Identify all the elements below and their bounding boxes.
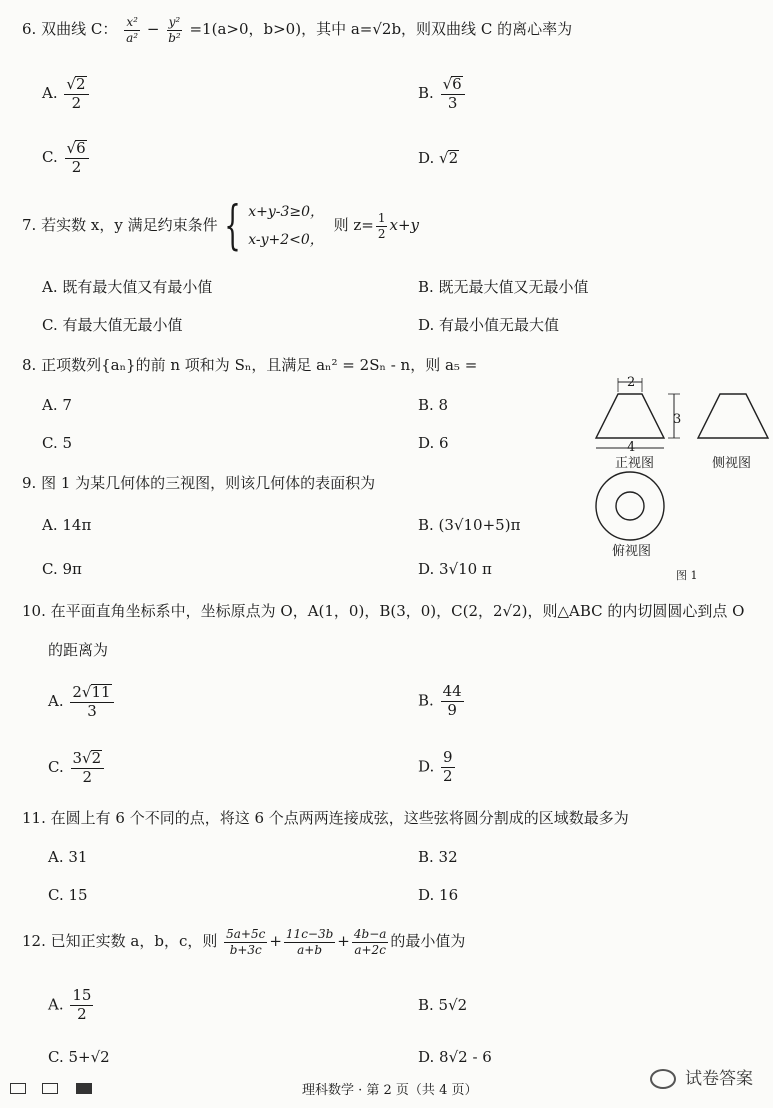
q10-stem-line2: 的距离为 xyxy=(48,641,109,659)
q12-frac-1: $\frac{5a+5c}{b+3c}$ xyxy=(226,927,266,957)
q11-option-c[interactable]: C. 15 xyxy=(48,886,88,904)
q11-option-b[interactable]: B. 32 xyxy=(418,848,458,866)
q8-option-a[interactable]: A. 7 xyxy=(42,396,72,414)
q7-constraints xyxy=(248,205,324,247)
q10-c-label: C. xyxy=(48,757,64,776)
top-view-inner-circle xyxy=(616,492,644,520)
q6-stem: 6. 双曲线 C： $\frac{\text{x²}}{\text{a²}}$ − $\frac{\text{y²}}{\text{b²}}$ =1(a>0，b>0)，其中 a=√2b，则双曲线 C 的离心率为 xyxy=(22,15,573,45)
front-view-trapezoid xyxy=(596,394,664,438)
q12-option-d[interactable]: D. 8√2 - 6 xyxy=(418,1048,492,1066)
q12-number: 12. xyxy=(22,932,46,951)
q10-a-label: A. xyxy=(48,691,64,710)
q11-stem: 11. 在圆上有 6 个不同的点，将这 6 个点两两连接成弦，这些弦将圆分割成的区域数最多为 xyxy=(22,809,629,827)
q12-stem: 12. 已知正实数 a，b，c，则 $\frac{5a+5c}{b+3c}$ + $\frac{11c-3b}{a+b}$ + $\frac{4b-a}{a+2c}$ 的最小值为 xyxy=(22,927,466,957)
q6-d-label: D. xyxy=(418,149,435,167)
q6-d-value: √2 xyxy=(439,149,459,167)
q10-option-b[interactable] xyxy=(418,684,466,719)
q7-option-a[interactable]: A. 既有最大值又有最小值 xyxy=(42,278,213,296)
side-view-label: 侧视图 xyxy=(712,456,752,471)
q8-option-d[interactable]: D. 6 xyxy=(418,434,449,452)
top-view-outer-circle xyxy=(596,472,664,540)
q10-option-c[interactable] xyxy=(48,750,106,786)
q12-frac-2: $\frac{11c-3b}{a+b}$ xyxy=(285,927,334,957)
q11-option-a[interactable]: A. 31 xyxy=(48,848,88,866)
q7-then: 则 z= xyxy=(333,216,374,234)
q9-option-c[interactable]: C. 9π xyxy=(42,560,82,578)
q12-a-value: $\frac{15}{2}$ xyxy=(72,986,92,1023)
q10-b-label: B. xyxy=(418,691,434,710)
q10-c-value: $\frac{3√2}{2}$ xyxy=(71,750,105,786)
top-view-label: 俯视图 xyxy=(612,544,652,559)
q11-option-d[interactable]: D. 16 xyxy=(418,886,459,904)
front-view-label: 正视图 xyxy=(615,456,655,471)
q7-number: 7. xyxy=(22,216,37,234)
q6-number: 6. xyxy=(22,20,37,39)
q8-option-c[interactable]: C. 5 xyxy=(42,434,73,452)
dim-side: 3 xyxy=(673,412,682,427)
q10-stem-line1: 10. 在平面直角坐标系中，坐标原点为 O，A(1，0)，B(3，0)，C(2，2√2)，则△ABC 的内切圆圆心到点 O xyxy=(22,602,745,620)
q12-tail: 的最小值为 xyxy=(390,932,466,951)
side-view-trapezoid xyxy=(698,394,768,438)
q10-a-value: $\frac{2√11}{3}$ xyxy=(70,684,113,720)
q8-option-b[interactable]: B. 8 xyxy=(418,396,449,414)
q7-constraint-1: x+y-3≥0， xyxy=(248,204,325,220)
footer-square-3 xyxy=(76,1083,92,1094)
q12-option-c[interactable]: C. 5+√2 xyxy=(48,1048,110,1066)
q6-a-value: $\frac{√2}{2}$ xyxy=(64,76,88,112)
q6-option-b[interactable] xyxy=(418,76,467,112)
q6-b-value: $\frac{√6}{3}$ xyxy=(441,76,465,112)
page-footer: 理科数学 · 第 2 页（共 4 页） xyxy=(302,1083,478,1098)
q6-b-label: B. xyxy=(418,83,434,102)
q7-tail: x+y xyxy=(389,216,419,234)
q6-c-label: C. xyxy=(42,147,58,166)
q8-stem: 8. 正项数列{aₙ}的前 n 项和为 Sₙ，且满足 aₙ² = 2Sₙ - n，则 a₅ = xyxy=(22,356,478,374)
q7-stem xyxy=(22,196,419,256)
q6-frac-x: $\frac{\text{x²}}{\text{a²}}$ xyxy=(126,15,139,45)
q12-frac-3: $\frac{4b-a}{a+2c}$ xyxy=(353,927,387,957)
q6-frac-y: $\frac{\text{y²}}{\text{b²}}$ xyxy=(168,15,181,45)
brace-icon: { xyxy=(224,196,242,256)
q10-option-d[interactable] xyxy=(418,750,457,785)
q10-d-label: D. xyxy=(418,757,435,776)
dim-bottom: 4 xyxy=(627,440,636,455)
q9-option-b[interactable]: B. (3√10+5)π xyxy=(418,516,521,534)
q6-text: 双曲线 C： xyxy=(41,20,118,39)
dim-top: 2 xyxy=(627,375,636,390)
q9-option-a[interactable]: A. 14π xyxy=(42,516,92,534)
watermark xyxy=(650,1064,753,1089)
q12-text: 已知正实数 a，b，c，则 xyxy=(50,932,218,951)
q12-a-label: A. xyxy=(48,995,64,1014)
q7-constraint-2: x-y+2<0， xyxy=(248,232,324,248)
q6-c-value: $\frac{√6}{2}$ xyxy=(65,140,89,176)
q10-b-value: $\frac{44}{9}$ xyxy=(442,682,462,719)
q7-option-c[interactable]: C. 有最大值无最小值 xyxy=(42,316,183,334)
q6-option-d[interactable] xyxy=(418,150,459,166)
figure-caption: 图 1 xyxy=(676,569,698,582)
q10-d-value: $\frac{9}{2}$ xyxy=(443,748,453,785)
q7-text: 若实数 x，y 满足约束条件 xyxy=(41,216,218,234)
q12-option-b[interactable]: B. 5√2 xyxy=(418,996,468,1014)
q12-option-a[interactable] xyxy=(48,988,95,1023)
footer-square-1 xyxy=(10,1083,26,1094)
q6-option-a[interactable] xyxy=(42,76,91,112)
q7-option-d[interactable]: D. 有最小值无最大值 xyxy=(418,316,560,334)
q7-half: $\frac{1}{2}$ xyxy=(377,210,386,241)
q6-condition: =1(a>0，b>0)，其中 a=√2b，则双曲线 C 的离心率为 xyxy=(189,20,573,39)
q6-a-label: A. xyxy=(42,83,58,102)
q9-option-d[interactable]: D. 3√10 π xyxy=(418,560,492,578)
wechat-icon xyxy=(650,1069,676,1089)
footer-square-2 xyxy=(42,1083,58,1094)
q6-option-c[interactable] xyxy=(42,140,91,176)
q9-stem: 9. 图 1 为某几何体的三视图，则该几何体的表面积为 xyxy=(22,474,376,492)
watermark-text: 试卷答案 xyxy=(685,1069,753,1089)
q7-option-b[interactable]: B. 既无最大值又无最小值 xyxy=(418,278,589,296)
q10-option-a[interactable] xyxy=(48,684,116,720)
